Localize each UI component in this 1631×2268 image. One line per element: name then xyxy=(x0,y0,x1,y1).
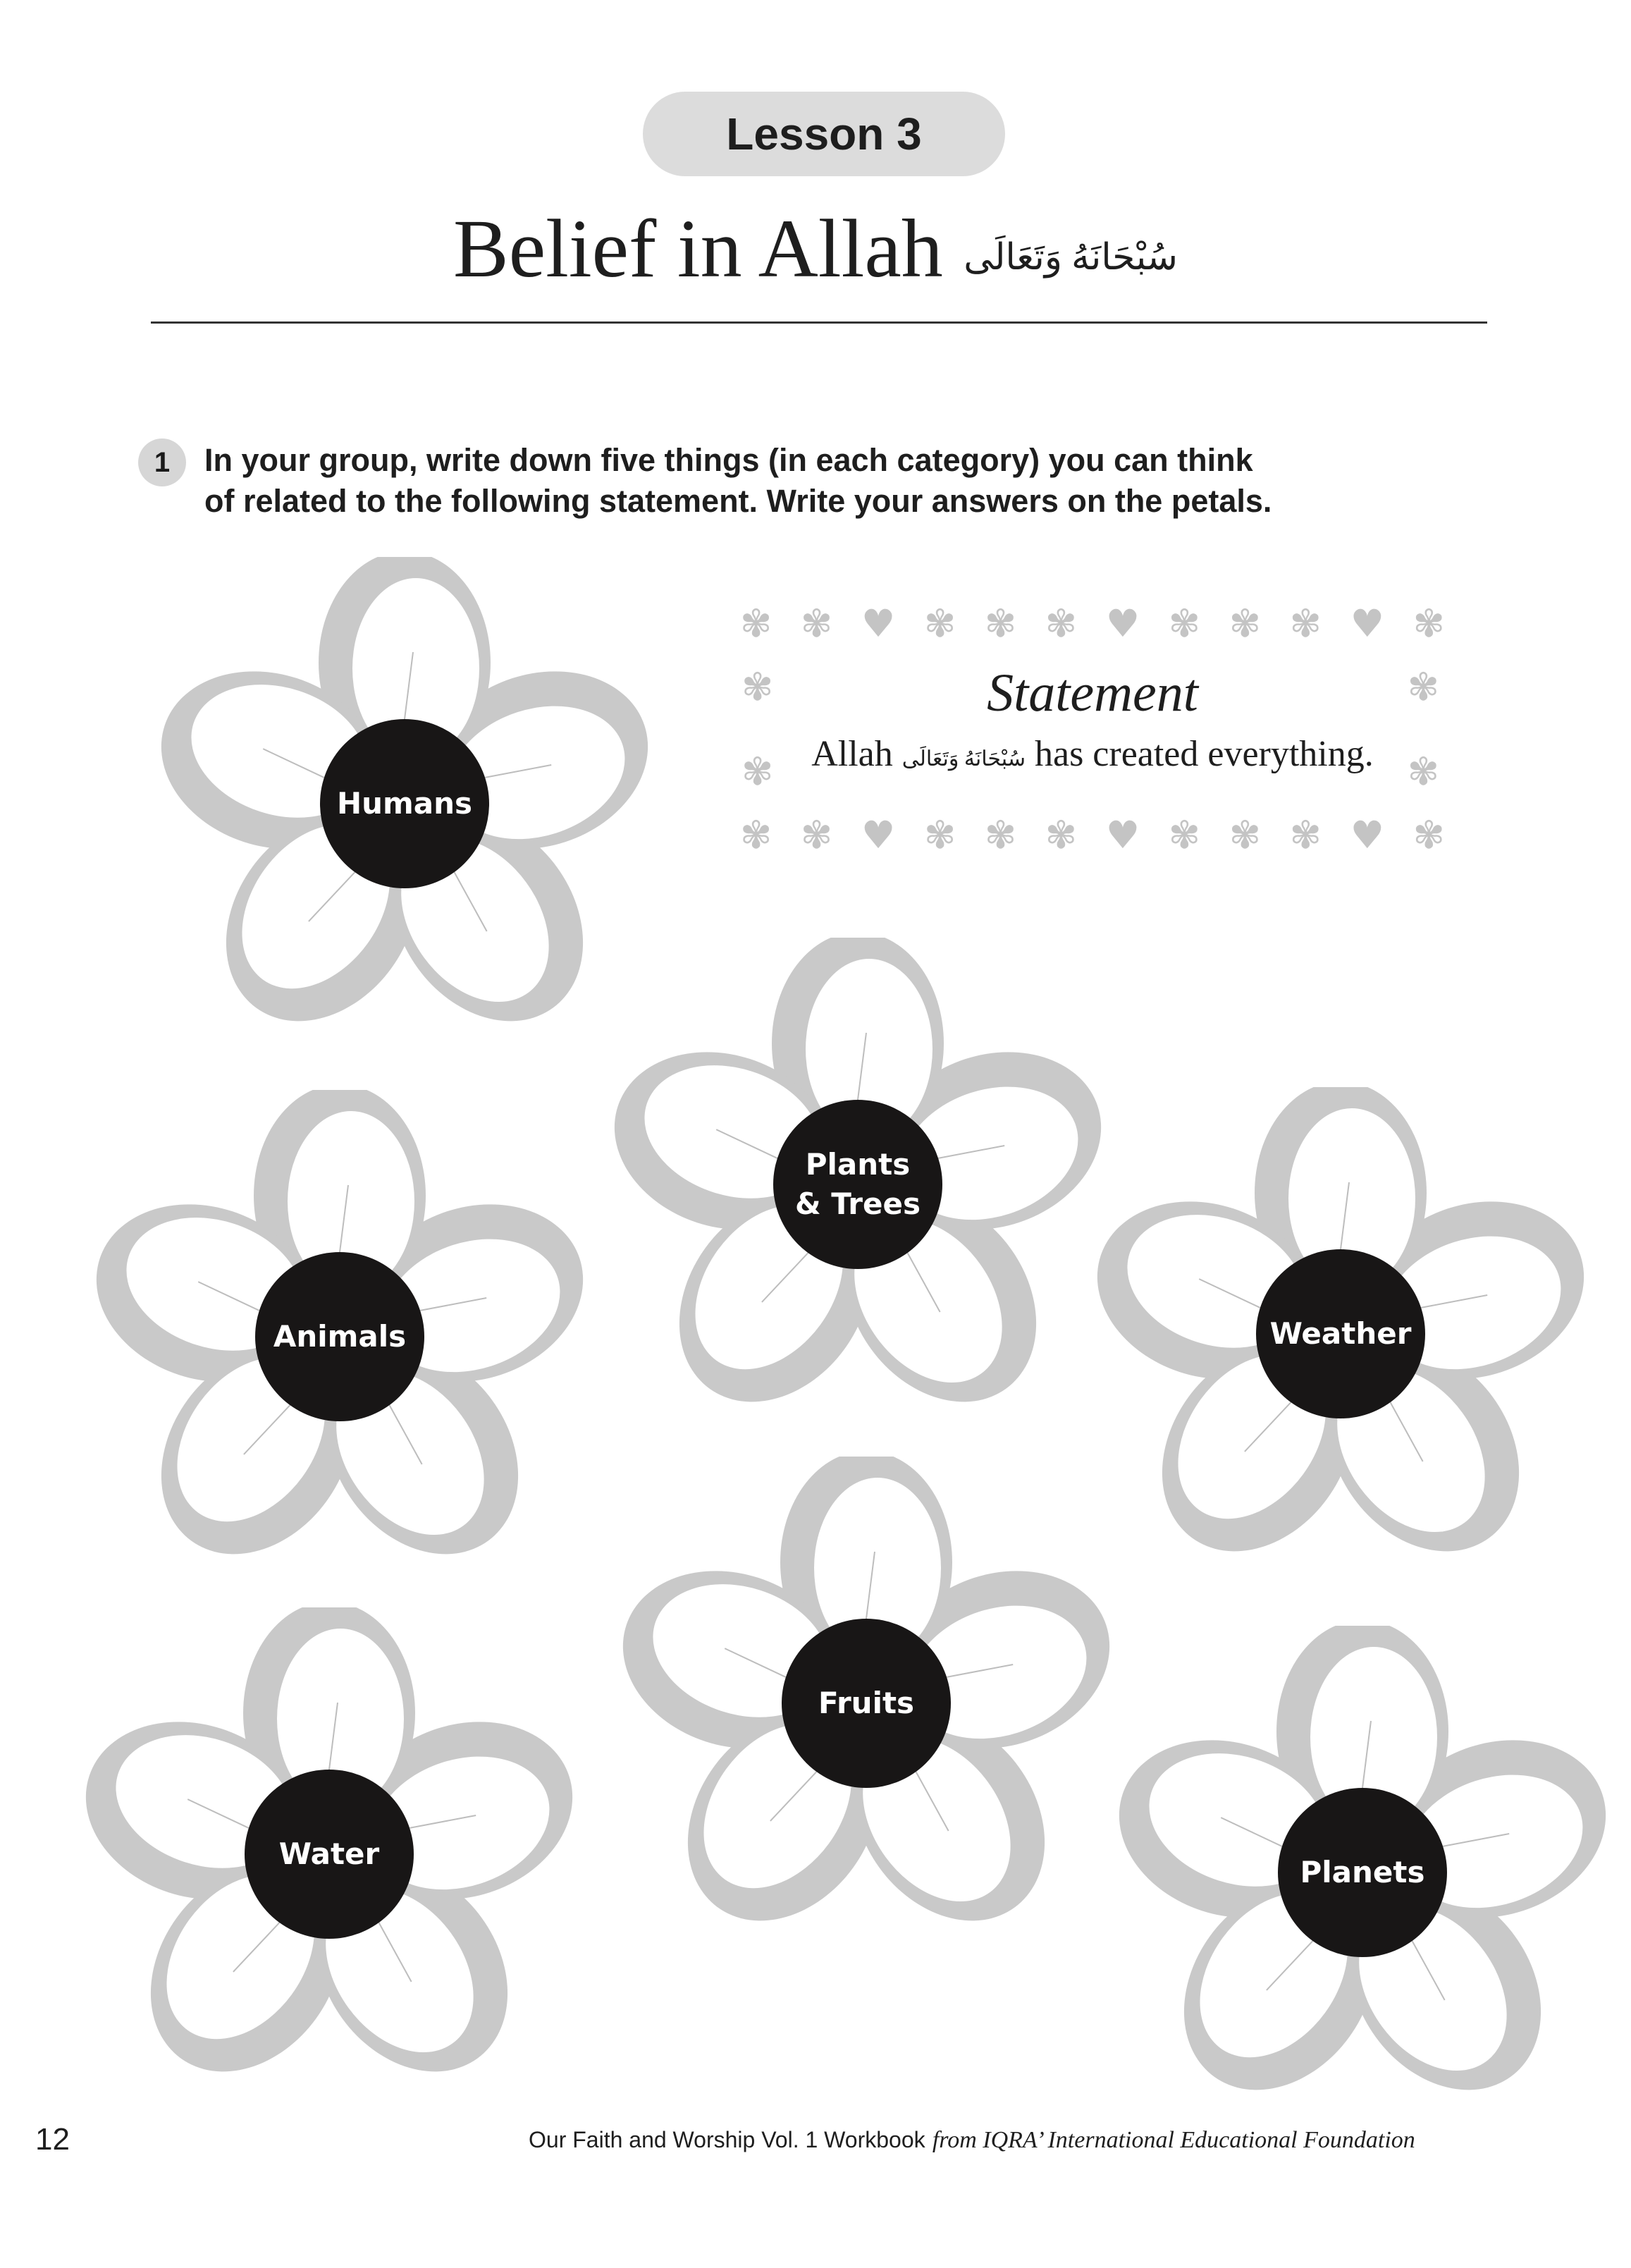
flower-fruits xyxy=(620,1457,1113,1950)
footer-credit xyxy=(529,2126,1415,2154)
page-number: 12 xyxy=(35,2122,70,2157)
flower-center-water xyxy=(245,1770,414,1939)
ornament-border-bottom xyxy=(740,811,1445,860)
flower-label-plants-trees: Plants & Trees xyxy=(795,1147,921,1221)
flower-ornament-icon: ✾ xyxy=(1045,813,1078,857)
flower-ornament-icon: ✾ xyxy=(1289,813,1322,857)
flower-center-plants-trees xyxy=(773,1100,942,1269)
flower-label-humans: Humans xyxy=(336,786,473,821)
lesson-label: Lesson 3 xyxy=(643,92,1005,176)
flower-label-planets: Planets xyxy=(1300,1855,1425,1889)
flower-ornament-icon: ✾ xyxy=(923,601,956,646)
heart-ornament-icon: ♥ xyxy=(1350,601,1384,646)
flower-ornament-icon: ✾ xyxy=(1045,601,1078,646)
flower-label-water: Water xyxy=(278,1837,380,1871)
statement-text-before: Allah xyxy=(811,734,893,774)
question-number-badge: 1 xyxy=(138,439,186,486)
flower-weather xyxy=(1094,1087,1587,1581)
question-text xyxy=(204,440,1459,522)
flower-ornament-icon: ✾ xyxy=(1412,813,1445,857)
flower-ornament-icon: ✾ xyxy=(1289,601,1322,646)
flower-ornament-icon: ✾ xyxy=(740,813,773,857)
flower-center-fruits xyxy=(782,1619,951,1788)
flower-ornament-icon: ✾ xyxy=(984,601,1017,646)
honorific-calligraphy-small: سُبْحَانَهُ وَتَعَالَى xyxy=(901,747,1026,771)
flower-ornament-icon: ✾ xyxy=(923,813,956,857)
flower-ornament-icon: ✾ xyxy=(740,601,773,646)
flower-humans xyxy=(158,557,651,1050)
flower-label-animals: Animals xyxy=(273,1319,407,1354)
flower-ornament-icon: ✾ xyxy=(1168,601,1201,646)
statement-heading: Statement xyxy=(987,663,1198,723)
ornament-border-top xyxy=(740,599,1445,649)
question-line-2: of related to the following statement. Write your answers on the petals. xyxy=(204,483,1272,519)
flower-animals xyxy=(93,1090,586,1583)
flower-ornament-icon: ✾ xyxy=(1407,749,1439,794)
page-title-text: Belief in Allah xyxy=(453,202,943,295)
heart-ornament-icon: ♥ xyxy=(861,601,896,646)
flower-plants-trees xyxy=(611,938,1104,1431)
flower-planets xyxy=(1116,1626,1609,2119)
flower-ornament-icon: ✾ xyxy=(1229,601,1261,646)
footer-book-title: Our Faith and Worship Vol. 1 Workbook xyxy=(529,2127,925,2152)
statement-text xyxy=(740,733,1445,775)
flower-ornament-icon: ✾ xyxy=(984,813,1017,857)
heart-ornament-icon: ♥ xyxy=(1105,601,1140,646)
flower-center-planets xyxy=(1278,1788,1447,1957)
flower-ornament-icon: ✾ xyxy=(1412,601,1445,646)
title-divider xyxy=(151,321,1487,324)
heart-ornament-icon: ♥ xyxy=(1350,813,1384,857)
question-line-1: In your group, write down five things (in each category) you can think xyxy=(204,442,1253,478)
flower-ornament-icon: ✾ xyxy=(1168,813,1201,857)
heart-ornament-icon: ♥ xyxy=(861,813,896,857)
footer-publisher: from IQRA’ International Educational Foundation xyxy=(932,2127,1415,2153)
page-title xyxy=(0,201,1631,297)
flower-water xyxy=(82,1607,576,2101)
flower-label-fruits: Fruits xyxy=(818,1686,915,1720)
statement-box xyxy=(740,599,1445,860)
honorific-calligraphy: سُبْحَانَهُ وَتَعَالَى xyxy=(964,237,1178,278)
flower-ornament-icon: ✾ xyxy=(741,749,774,794)
flower-center-humans xyxy=(320,719,489,888)
flower-center-weather xyxy=(1256,1249,1425,1418)
statement-text-after: has created everything. xyxy=(1034,734,1374,774)
flower-ornament-icon: ✾ xyxy=(1407,665,1439,709)
flower-ornament-icon: ✾ xyxy=(741,665,774,709)
flower-ornament-icon: ✾ xyxy=(800,601,833,646)
flower-ornament-icon: ✾ xyxy=(1229,813,1261,857)
flower-center-animals xyxy=(255,1252,424,1421)
flower-ornament-icon: ✾ xyxy=(800,813,833,857)
heart-ornament-icon: ♥ xyxy=(1105,813,1140,857)
flower-label-weather: Weather xyxy=(1269,1316,1412,1351)
